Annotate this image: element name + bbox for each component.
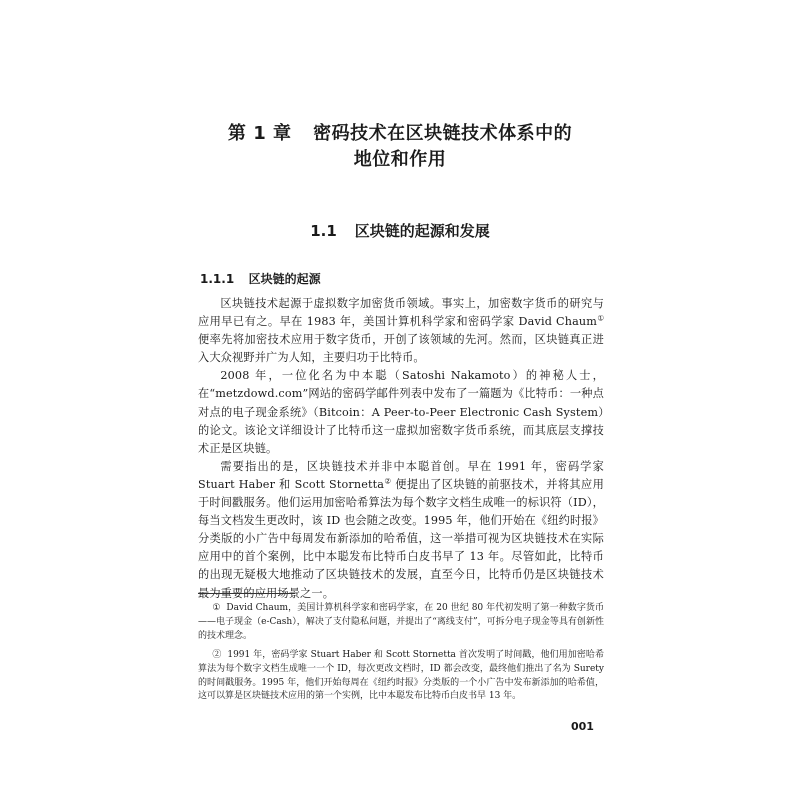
footnote-2	[198, 649, 604, 705]
footnote-2-text: 1991 年，密码学家 Stuart Haber 和 Scott Stornetta 首次发明了时间戳，他们用加密哈希算法为每个数字文档生成唯一一个 ID，每次更改文档时，ID 都会改变，最终他们推出了名为 Surety 的时间戳服务。1995 年，他们开始每周在《纽约时报》分类版的一个小广告中发布新添加的哈希值，这可以算是区块链技术应用的第一个实例，比中本聪发布比特币白皮书早 13 年。	[198, 649, 604, 702]
footnotes	[198, 602, 604, 709]
paragraph-3-part-a: 需要指出的是，区块链技术并非中本聪首创。早在 1991 年，密码学家 Stuart Haber 和 Scott Stornetta	[198, 459, 604, 491]
paragraph-2: 2008 年，一位化名为中本聪（Satoshi Nakamoto）的神秘人士，在“metzdowd.com”网站的密码学邮件列表中发布了一篇题为《比特币：一种点对点的电子现金系统》（Bitcoin：A Peer-to-Peer Electronic Cash System）的论文。该论文详细设计了比特币这一虚拟加密数字货币系统，而其底层支撑技术正是区块链。	[198, 369, 604, 455]
chapter-title-text-line1: 密码技术在区块链技术体系中的	[313, 123, 573, 144]
section-number: 1.1	[310, 222, 337, 240]
chapter-title-line1	[0, 121, 800, 147]
subsection-title-text: 区块链的起源	[248, 272, 321, 286]
paragraph-3-part-b: 便提出了区块链的前驱技术，并将其应用于时间戳服务。他们运用加密哈希算法为每个数字文档生成唯一的标识符（ID），每当文档发生更改时，该 ID 也会随之改变。1995 年，他们开始在《纽约时报》分类版的小广告中每周发布新添加的哈希值，这一举措可视为区块链技术在实际应用中的首个案例，比中本聪发布比特币白皮书早了 13 年。尽管如此，比特币的出现无疑极大地推动了区块链技术的发展，直至今日，比特币仍是区块链技术最为重要的应用场景之一。	[198, 477, 604, 600]
paragraph-1-part-b: 便率先将加密技术应用于数字货币，开创了该领域的先河。然而，区块链真正进入大众视野并广为人知，主要归功于比特币。	[198, 333, 604, 365]
section-title	[0, 221, 800, 241]
paragraph-3	[198, 458, 604, 603]
footnote-divider	[198, 593, 295, 594]
paragraph-1-part-a: 区块链技术起源于虚拟数字加密货币领域。事实上，加密数字货币的研究与应用早已有之。早在 1983 年，美国计算机科学家和密码学家 David Chaum	[198, 297, 604, 329]
footnote-1-text: David Chaum，美国计算机科学家和密码学家，在 20 世纪 80 年代初发明了第一种数字货币——电子现金（e-Cash），解决了支付隐私问题，并提出了“离线支付”，可拆分电子现金等具有创新性的技术理念。	[198, 603, 604, 641]
chapter-title	[0, 121, 800, 173]
body-text	[198, 295, 604, 603]
footnote-ref-1[interactable]: ①	[597, 313, 604, 323]
section-title-text: 区块链的起源和发展	[354, 222, 490, 240]
footnote-2-mark: ②	[212, 649, 222, 660]
subsection-title	[200, 271, 321, 287]
chapter-number: 第 1 章	[227, 123, 292, 144]
footnote-ref-2[interactable]: ②	[384, 476, 392, 486]
subsection-number: 1.1.1	[200, 272, 235, 286]
paragraph-1	[198, 295, 604, 367]
page-number: 001	[571, 720, 594, 733]
footnote-1-mark: ①	[212, 603, 221, 613]
chapter-title-line2: 地位和作用	[353, 149, 447, 170]
footnote-1	[198, 602, 604, 644]
